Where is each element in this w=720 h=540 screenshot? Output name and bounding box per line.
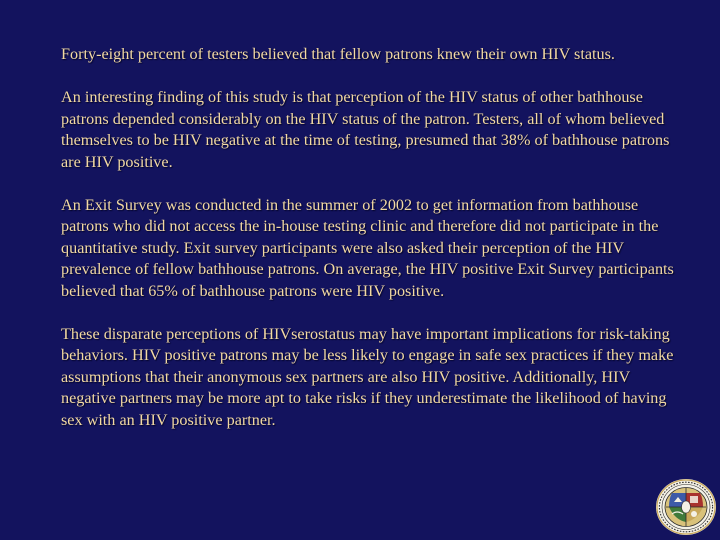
paragraph-1: Forty-eight percent of testers believed that fellow patrons knew their own HIV status. [61,45,615,63]
paragraph-2: An interesting finding of this study is that perception of the HIV status of other bathhouse patrons depended considerably on the HIV status of the patron. Testers, all of whom believed themselves to be HIV negative at the time of testing, presumed that 38% of bathhouse patrons are HIV positive. [61,88,670,171]
slide-body [61,44,685,431]
paragraph-4: These disparate perceptions of HIVserostatus may have important implications for risk-taking behaviors. HIV positive patrons may be less likely to engage in safe sex practices if they make assumptions that their anonymous sex partners are also HIV positive. Additionally, HIV negative partners may be more apt to take risks if they underestimate the likelihood of having sex with an HIV positive partner. [61,324,674,429]
county-seal-icon [655,478,717,536]
paragraph-3: An Exit Survey was conducted in the summer of 2002 to get information from bathhouse patrons who did not access the in-house testing clinic and therefore did not participate in the quantitative study. Exit survey participants were also asked their perception of the HIV prevalence of fellow bathhouse patrons. On average, the HIV positive Exit Survey participants believed that 65% of bathhouse patrons were HIV positive. [61,195,674,300]
